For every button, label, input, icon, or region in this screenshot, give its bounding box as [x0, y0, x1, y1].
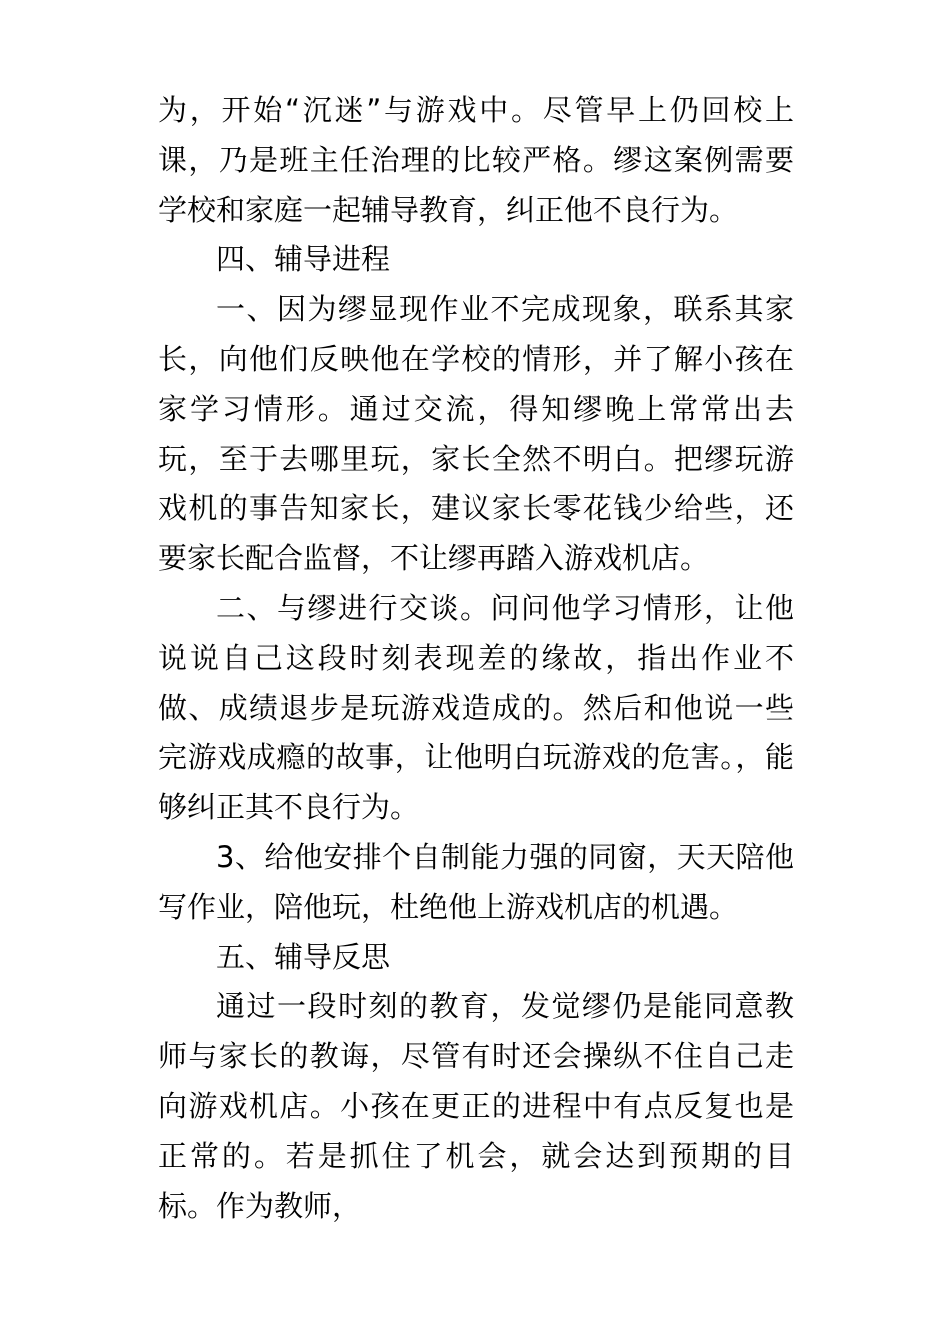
paragraph-continuation: 为，开始“沉迷”与游戏中。尽管早上仍回校上课，乃是班主任治理的比较严格。缪这案例需要学校和家庭一起辅导教育，纠正他不良行为。: [158, 93, 794, 227]
paragraph-contact-parents: 一、因为缪显现作业不完成现象，联系其家长，向他们反映他在学校的情形，并了解小孩在家学习情形。通过交流，得知缪晚上常常出去玩，至于去哪里玩，家长全然不明白。把缪玩游戏机的事告知家长，建议家长零花钱少给些，还要家长配合监督，不让缪再踏入游戏机店。: [158, 292, 794, 576]
paragraph-reflection: 通过一段时刻的教育，发觉缪仍是能同意教师与家长的教诲，尽管有时还会操纵不住自己走向游戏机店。小孩在更正的进程中有点反复也是正常的。若是抓住了机会，就会达到预期的目标。作为教师，: [158, 989, 794, 1223]
document-page: [158, 86, 794, 1231]
paragraph-talk-with-student: 二、与缪进行交谈。问问他学习情形，让他说说自己这段时刻表现差的缘故，指出作业不做、成绩退步是玩游戏造成的。然后和他说一些完游戏成瘾的故事，让他明白玩游戏的危害。，能够纠正其不良行为。: [158, 590, 794, 825]
section-heading-5: 五、辅导反思: [216, 939, 391, 974]
paragraph-arrange-classmate: 3、给他安排个自制能力强的同窗，天天陪他写作业，陪他玩，杜绝他上游戏机店的机遇。: [158, 839, 794, 924]
section-heading-4: 四、辅导进程: [216, 242, 391, 277]
